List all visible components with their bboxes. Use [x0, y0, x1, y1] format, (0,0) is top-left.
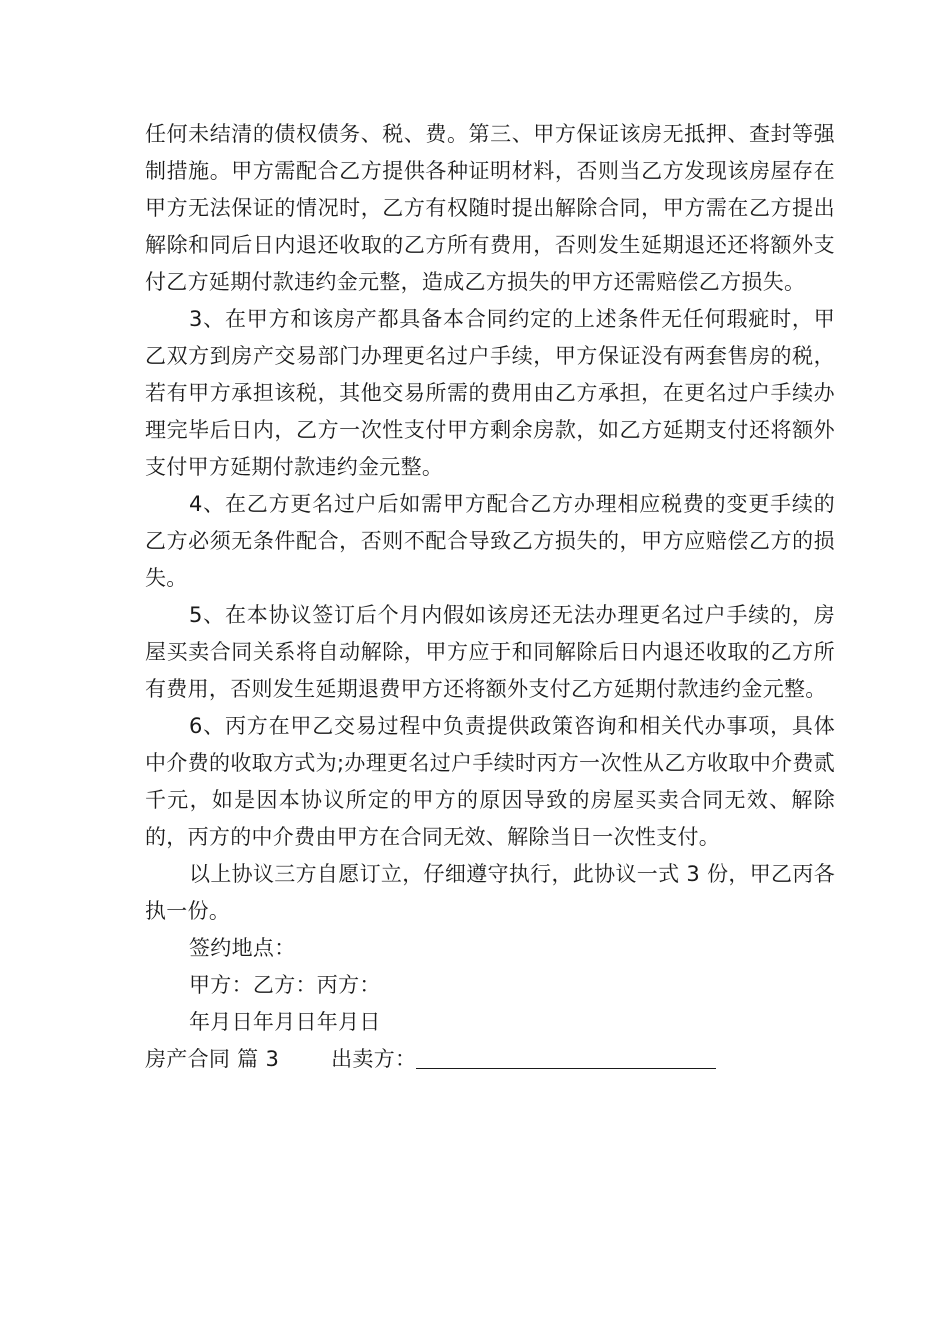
seller-label: 出卖方： — [331, 1047, 417, 1071]
contract-section-header — [145, 1041, 835, 1078]
document-page — [145, 116, 835, 1078]
clause-6: 6、丙方在甲乙交易过程中负责提供政策咨询和相关代办事项，具体中介费的收取方式为;办理更名过户手续时丙方一次性从乙方收取中介费贰千元，如是因本协议所定的甲方的原因导致的房屋买卖合同无效、解除的，丙方的中介费由甲方在合同无效、解除当日一次性支付。 — [145, 714, 835, 849]
clause-4: 4、在乙方更名过户后如需甲方配合乙方办理相应税费的变更手续的乙方必须无条件配合，否则不配合导致乙方损失的，甲方应赔偿乙方的损失。 — [145, 492, 835, 590]
seller-blank-line — [416, 1046, 716, 1069]
sign-place: 签约地点： — [189, 936, 296, 960]
section-title: 房产合同 篇 3 — [145, 1047, 280, 1071]
signature-dates: 年月日年月日年月日 — [189, 1010, 381, 1034]
party-signatures: 甲方：乙方：丙方： — [189, 973, 381, 997]
clause-5: 5、在本协议签订后个月内假如该房还无法办理更名过户手续的，房屋买卖合同关系将自动解除，甲方应于和同解除后日内退还收取的乙方所有费用，否则发生延期退费甲方还将额外支付乙方延期付款违约金元整。 — [145, 603, 835, 701]
closing-statement: 以上协议三方自愿订立，仔细遵守执行，此协议一式 3 份，甲乙丙各执一份。 — [145, 862, 835, 923]
clause-3: 3、在甲方和该房产都具备本合同约定的上述条件无任何瑕疵时，甲乙双方到房产交易部门办理更名过户手续，甲方保证没有两套售房的税，若有甲方承担该税，其他交易所需的费用由乙方承担，在更名过户手续办理完毕后日内，乙方一次性支付甲方剩余房款，如乙方延期支付还将额外支付甲方延期付款违约金元整。 — [145, 307, 835, 479]
paragraph-obligations-continued: 任何未结清的债权债务、税、费。第三、甲方保证该房无抵押、查封等强制措施。甲方需配合乙方提供各种证明材料，否则当乙方发现该房屋存在甲方无法保证的情况时，乙方有权随时提出解除合同，甲方需在乙方提出解除和同后日内退还收取的乙方所有费用，否则发生延期退还还将额外支付乙方延期付款违约金元整，造成乙方损失的甲方还需赔偿乙方损失。 — [145, 122, 835, 294]
